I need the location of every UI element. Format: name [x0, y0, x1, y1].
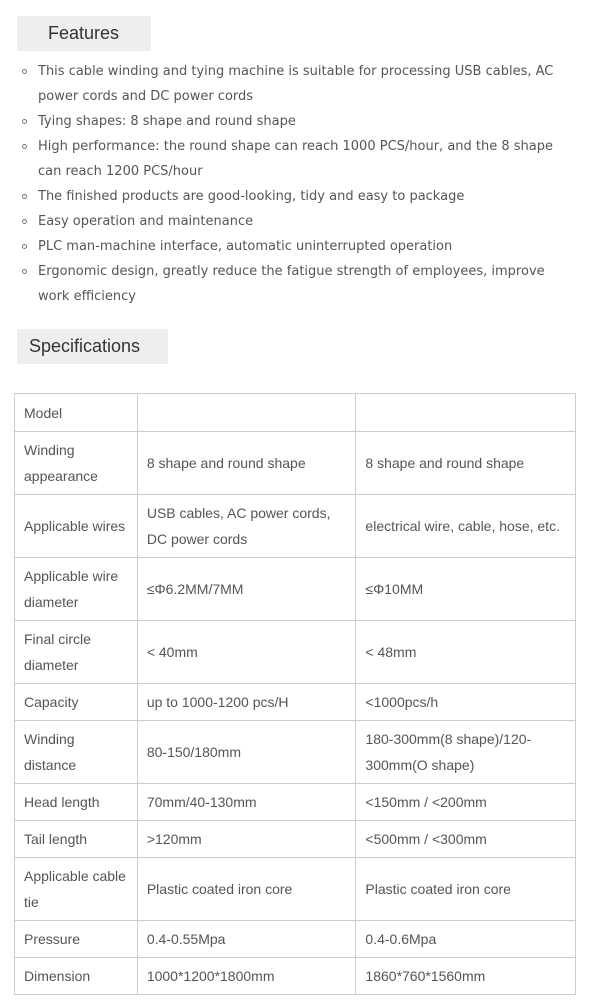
spec-label: Winding distance — [15, 721, 138, 784]
spec-label: Head length — [15, 784, 138, 821]
spec-value-model-b: 180-300mm(8 shape)/120-300mm(O shape) — [356, 721, 576, 784]
table-row — [15, 958, 576, 995]
spec-value-model-a: ≤Φ6.2MM/7MM — [137, 558, 356, 621]
table-row — [15, 558, 576, 621]
spec-label: Capacity — [15, 684, 138, 721]
bullet-icon — [22, 144, 27, 149]
table-row — [15, 432, 576, 495]
feature-item — [0, 109, 600, 134]
table-row — [15, 394, 576, 432]
feature-text: Ergonomic design, greatly reduce the fatigue strength of employees, improve work efficiency — [38, 264, 545, 304]
spec-value-model-b: Plastic coated iron core — [356, 858, 576, 921]
features-list — [0, 59, 600, 309]
spec-value-model-b: <500mm / <300mm — [356, 821, 576, 858]
spec-value-model-a: 0.4-0.55Mpa — [137, 921, 356, 958]
features-heading: Features — [17, 16, 151, 51]
spec-value-model-a: up to 1000-1200 pcs/H — [137, 684, 356, 721]
spec-value-model-b: < 48mm — [356, 621, 576, 684]
bullet-icon — [22, 194, 27, 199]
table-row — [15, 621, 576, 684]
spec-value-model-b — [356, 394, 576, 432]
spec-value-model-a: 70mm/40-130mm — [137, 784, 356, 821]
feature-item — [0, 134, 600, 184]
feature-text: PLC man-machine interface, automatic uninterrupted operation — [38, 239, 453, 254]
spec-label: Dimension — [15, 958, 138, 995]
spec-label: Applicable wires — [15, 495, 138, 558]
spec-value-model-a: 80-150/180mm — [137, 721, 356, 784]
bullet-icon — [22, 219, 27, 224]
spec-value-model-b: 0.4-0.6Mpa — [356, 921, 576, 958]
spec-value-model-a: >120mm — [137, 821, 356, 858]
spec-value-model-b: ≤Φ10MM — [356, 558, 576, 621]
feature-text: This cable winding and tying machine is suitable for processing USB cables, AC power cords and DC power cords — [38, 64, 554, 104]
spec-value-model-a: Plastic coated iron core — [137, 858, 356, 921]
specifications-heading: Specifications — [17, 329, 168, 364]
feature-text: High performance: the round shape can reach 1000 PCS/hour, and the 8 shape can reach 1200 PCS/hour — [38, 139, 554, 179]
spec-label: Applicable wire diameter — [15, 558, 138, 621]
table-row — [15, 921, 576, 958]
feature-item — [0, 59, 600, 109]
spec-value-model-a: 1000*1200*1800mm — [137, 958, 356, 995]
spec-label: Final circle diameter — [15, 621, 138, 684]
table-row — [15, 858, 576, 921]
spec-label: Pressure — [15, 921, 138, 958]
feature-text: Tying shapes: 8 shape and round shape — [38, 114, 296, 129]
spec-value-model-a — [137, 394, 356, 432]
bullet-icon — [22, 119, 27, 124]
feature-item — [0, 209, 600, 234]
spec-value-model-a: 8 shape and round shape — [137, 432, 356, 495]
spec-label: Model — [15, 394, 138, 432]
specifications-table — [14, 393, 576, 995]
spec-value-model-a: USB cables, AC power cords, DC power cords — [137, 495, 356, 558]
spec-value-model-b: 8 shape and round shape — [356, 432, 576, 495]
bullet-icon — [22, 69, 27, 74]
feature-item — [0, 259, 600, 309]
feature-item — [0, 184, 600, 209]
spec-value-model-b: 1860*760*1560mm — [356, 958, 576, 995]
table-row — [15, 721, 576, 784]
table-row — [15, 821, 576, 858]
feature-text: The finished products are good-looking, tidy and easy to package — [38, 189, 465, 204]
table-row — [15, 495, 576, 558]
spec-value-model-b: <150mm / <200mm — [356, 784, 576, 821]
spec-label: Winding appearance — [15, 432, 138, 495]
spec-value-model-b: electrical wire, cable, hose, etc. — [356, 495, 576, 558]
bullet-icon — [22, 244, 27, 249]
feature-item — [0, 234, 600, 259]
spec-label: Applicable cable tie — [15, 858, 138, 921]
table-row — [15, 684, 576, 721]
spec-value-model-a: < 40mm — [137, 621, 356, 684]
feature-text: Easy operation and maintenance — [38, 214, 254, 229]
spec-label: Tail length — [15, 821, 138, 858]
bullet-icon — [22, 269, 27, 274]
spec-value-model-b: <1000pcs/h — [356, 684, 576, 721]
table-row — [15, 784, 576, 821]
